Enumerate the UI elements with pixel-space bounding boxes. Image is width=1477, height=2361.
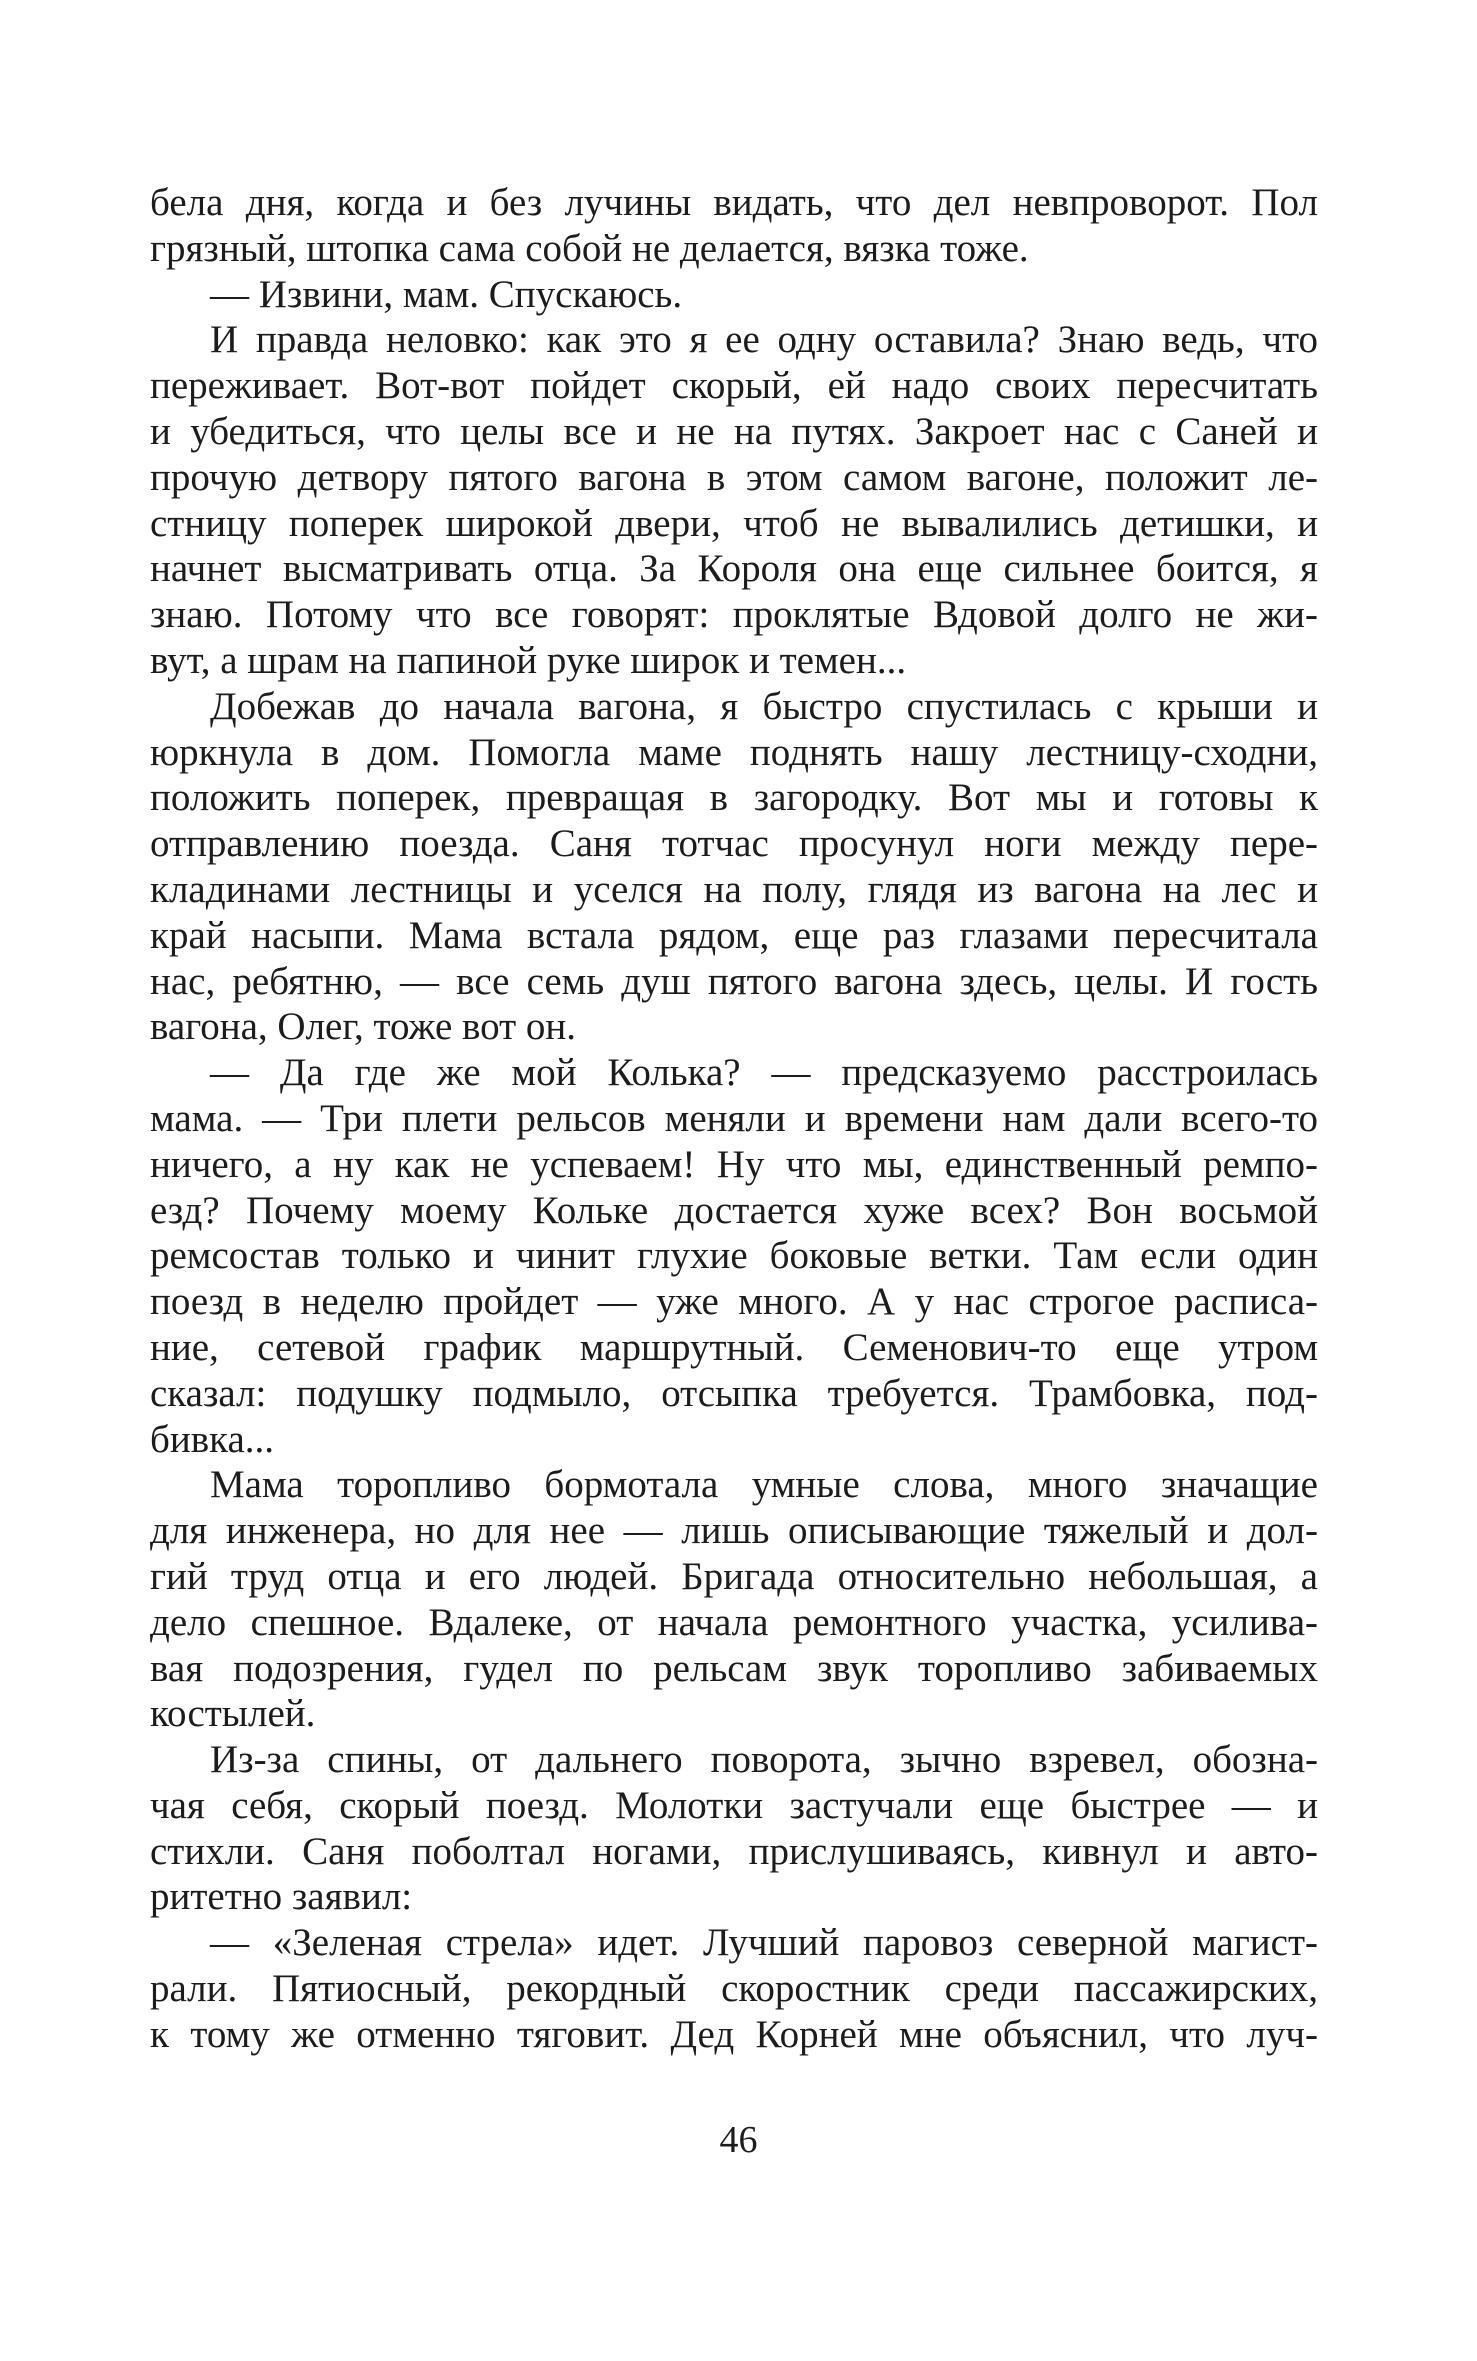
paragraph — [150, 1737, 1318, 1920]
text-line: и убедиться, что целы все и не на путях. Закроет нас с Саней и — [150, 409, 1318, 453]
text-line: бивка... — [150, 1417, 275, 1461]
text-line: Добежав до начала вагона, я быстро спустилась с крыши и — [210, 684, 1318, 728]
text-line: ничего, а ну как не успеваем! Ну что мы, единственный ремпо- — [150, 1142, 1318, 1186]
text-line: кладинами лестницы и уселся на полу, глядя из вагона на лес и — [150, 867, 1318, 911]
text-line: дело спешное. Вдалеке, от начала ремонтного участка, усилива- — [150, 1600, 1318, 1644]
text-line: бела дня, когда и без лучины видать, что дел невпроворот. Пол — [150, 181, 1318, 224]
text-line: грязный, штопка сама собой не делается, вязка тоже. — [150, 226, 1029, 270]
text-line: рали. Пятиосный, рекордный скоростник среди пассажирских, — [150, 1967, 1318, 2011]
text-line: чая себя, скорый поезд. Молотки застучали еще быстрее — и — [150, 1783, 1318, 1827]
text-line: прочую детвору пятого вагона в этом самом вагоне, положит ле- — [150, 455, 1318, 499]
text-line: переживает. Вот-вот пойдет скорый, ей надо своих пересчитать — [150, 364, 1318, 408]
paragraph — [150, 684, 1318, 1050]
text-line: ремсостав только и чинит глухие боковые ветки. Там если один — [150, 1234, 1318, 1278]
text-line: костылей. — [150, 1692, 316, 1736]
text-line: Мама торопливо бормотала умные слова, много значащие — [210, 1463, 1318, 1507]
page-body — [150, 180, 1318, 2058]
page-number: 46 — [719, 2119, 758, 2161]
text-line: вая подозрения, гудел по рельсам звук торопливо забиваемых — [150, 1646, 1318, 1690]
text-line: гий труд отца и его людей. Бригада относительно небольшая, а — [150, 1554, 1318, 1598]
text-line: И правда неловко: как это я ее одну оставила? Знаю ведь, что — [210, 318, 1318, 362]
paragraph — [150, 272, 1318, 318]
text-line: юркнула в дом. Помогла маме поднять нашу лестницу-сходни, — [150, 730, 1318, 774]
paragraph — [150, 317, 1318, 683]
paragraph — [150, 1050, 1318, 1462]
text-line: отправлению поезда. Саня тотчас просунул ноги между пере- — [150, 822, 1318, 866]
paragraph — [150, 1462, 1318, 1737]
text-line: — Извини, мам. Спускаюсь. — [210, 272, 683, 316]
text-line: стихли. Саня поболтал ногами, прислушиваясь, кивнул и авто- — [150, 1829, 1318, 1873]
text-line: езд? Почему моему Кольке достается хуже всех? Вон восьмой — [150, 1188, 1318, 1232]
text-line: начнет высматривать отца. За Короля она еще сильнее боится, я — [150, 547, 1318, 591]
text-line: ритетно заявил: — [150, 1875, 413, 1919]
text-line: вут, а шрам на папиной руке широк и темен... — [150, 638, 907, 682]
text-line: стницу поперек широкой двери, чтоб не вывалились детишки, и — [150, 501, 1318, 545]
text-line: поезд в неделю пройдет — уже много. А у нас строгое расписа- — [150, 1280, 1318, 1324]
text-line: мама. — Три плети рельсов меняли и времени нам дали всего-то — [150, 1096, 1318, 1140]
text-line: Из-за спины, от дальнего поворота, зычно взревел, обозна- — [210, 1738, 1318, 1782]
text-line: край насыпи. Мама встала рядом, еще раз глазами пересчитала — [150, 913, 1318, 957]
text-line: знаю. Потому что все говорят: проклятые Вдовой долго не жи- — [150, 593, 1318, 637]
text-line: — «Зеленая стрела» идет. Лучший паровоз северной магист- — [210, 1921, 1318, 1965]
text-line: вагона, Олег, тоже вот он. — [150, 1005, 577, 1049]
text-line: положить поперек, превращая в загородку. Вот мы и готовы к — [150, 776, 1318, 820]
text-line: сказал: подушку подмыло, отсыпка требуется. Трамбовка, под- — [150, 1371, 1318, 1415]
text-line: ние, сетевой график маршрутный. Семенович-то еще утром — [150, 1325, 1318, 1369]
paragraph — [150, 180, 1318, 272]
text-line: — Да где же мой Колька? — предсказуемо расстроилась — [210, 1051, 1318, 1095]
text-line: нас, ребятню, — все семь душ пятого вагона здесь, целы. И гость — [150, 959, 1318, 1003]
text-line: для инженера, но для нее — лишь описывающие тяжелый и дол- — [150, 1509, 1318, 1553]
text-line: к тому же отменно тяговит. Дед Корней мне объяснил, что луч- — [150, 2012, 1318, 2056]
paragraph — [150, 1920, 1318, 2057]
